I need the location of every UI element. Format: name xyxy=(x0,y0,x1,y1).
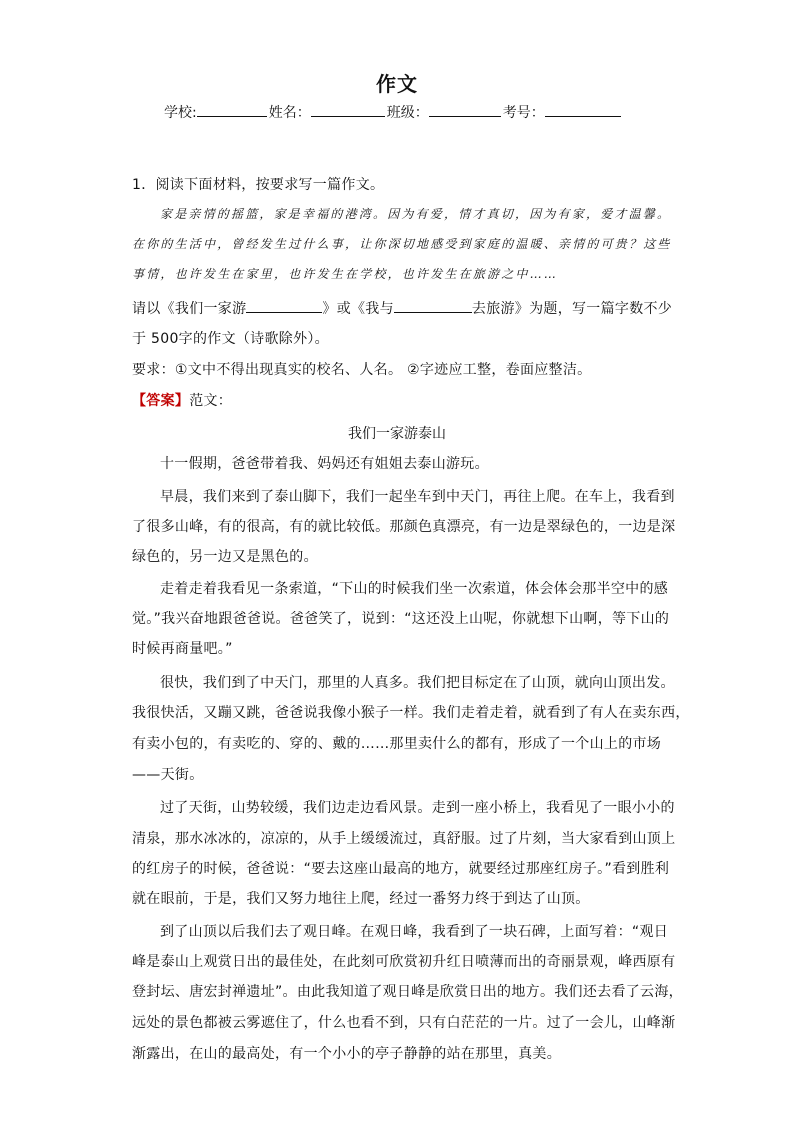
exam-number-label: 考号： xyxy=(502,105,545,121)
answer-tag: 【答案】 xyxy=(132,393,190,409)
name-blank[interactable] xyxy=(311,102,385,117)
essay-line: 很快，我们到了中天门，那里的人真多。我们把目标定在了山顶，就向山顶出发。 xyxy=(160,675,675,691)
essay-line: 有卖小包的，有卖吃的、穿的、戴的……那里卖什么的都有，形成了一个山上的市场 xyxy=(132,736,662,752)
essay-line: 清泉，那水冰冰的，凉凉的，从手上缓缓流过，真舒服。过了片刻，当大家看到山顶上 xyxy=(132,831,676,847)
essay-line: 十一假期，爸爸带着我、妈妈还有姐姐去泰山游玩。 xyxy=(160,456,489,472)
school-blank[interactable] xyxy=(197,102,267,117)
material-line: 家是亲情的摇篮，家是幸福的港湾。因为有爱，情才真切，因为有家，爱才温馨。 xyxy=(160,207,672,221)
instruction-part-2: 》或《我与 xyxy=(322,301,394,317)
essay-line: 走着走着我看见一条索道，“下山的时候我们坐一次索道，体会体会那半空中的感 xyxy=(160,581,669,597)
school-label: 学校: xyxy=(164,105,197,121)
essay-line: 早晨，我们来到了泰山脚下，我们一起坐车到中天门，再往上爬。在车上，我看到 xyxy=(160,489,675,505)
essay-line: ——天街。 xyxy=(132,767,204,783)
essay-line: 时候再商量吧。” xyxy=(132,641,233,657)
essay-line: 觉。”我兴奋地跟爸爸说。爸爸笑了，说到：“这还没上山呢，你就想下山啊，等下山的 xyxy=(132,611,670,627)
exam-number-blank[interactable] xyxy=(545,102,621,117)
class-label: 班级： xyxy=(386,105,429,121)
essay-line: 远处的景色都被云雾遮住了，什么也看不到，只有白茫茫的一片。过了一会儿，山峰渐 xyxy=(132,1015,676,1031)
essay-line: 渐露出，在山的最高处，有一个小小的亭子静静的站在那里，真美。 xyxy=(132,1046,561,1062)
title-blank-2 xyxy=(394,298,472,313)
material-line: 事情，也许发生在家里，也许发生在学校，也许发生在旅游之中…… xyxy=(132,267,559,281)
instruction-line xyxy=(132,298,672,318)
essay-line: 我很快活，又蹦又跳，爸爸说我像小猴子一样。我们走着走着，就看到了有人在卖东西， xyxy=(132,705,690,721)
essay-line: 到了山顶以后我们去了观日峰。在观日峰，我看到了一块石碑，上面写着：“观日 xyxy=(160,924,669,940)
question-prompt: 1．阅读下面材料，按要求写一篇作文。 xyxy=(132,177,385,193)
answer-heading xyxy=(132,390,232,410)
essay-line: 登封坛、唐宏封禅遗址”。由此我知道了观日峰是欣赏日出的地方。我们还去看了云海， xyxy=(132,984,683,1000)
essay-line: 的红房子的时候，爸爸说：“要去这座山最高的地方，就要经过那座红房子。”看到胜利 xyxy=(132,861,670,877)
instruction-line: 于 500字的作文（诗歌除外）。 xyxy=(132,331,329,347)
essay-line: 绿色的，另一边又是黑色的。 xyxy=(132,549,318,565)
material-line: 在你的生活中，曾经发生过什么事，让你深切地感受到家庭的温暖、亲情的可贵？这些 xyxy=(132,237,672,251)
answer-label: 范文： xyxy=(189,393,233,409)
instruction-part-3: 去旅游》为题，写一篇字数不少 xyxy=(471,301,673,317)
class-blank[interactable] xyxy=(429,102,501,117)
student-info-line xyxy=(164,102,623,122)
essay-line: 了很多山峰，有的很高，有的就比较低。那颜色真漂亮，有一边是翠绿色的，一边是深 xyxy=(132,519,676,535)
title-blank-1 xyxy=(246,298,322,313)
requirements-line: 要求：①文中不得出现真实的校名、人名。 ②字迹应工整，卷面应整洁。 xyxy=(132,362,592,378)
essay-line: 峰是泰山上观赏日出的最佳处，在此刻可欣赏初升红日喷薄而出的奇丽景观，峰西原有 xyxy=(132,954,676,970)
essay-title: 我们一家游泰山 xyxy=(348,426,446,442)
essay-line: 过了天街，山势较缓，我们边走边看风景。走到一座小桥上，我看见了一眼小小的 xyxy=(160,800,675,816)
essay-line: 就在眼前，于是，我们又努力地往上爬，经过一番努力终于到达了山顶。 xyxy=(132,891,590,907)
name-label: 姓名： xyxy=(268,105,311,121)
page-title: 作文 xyxy=(376,72,418,96)
instruction-part-1: 请以《我们一家游 xyxy=(132,301,247,317)
